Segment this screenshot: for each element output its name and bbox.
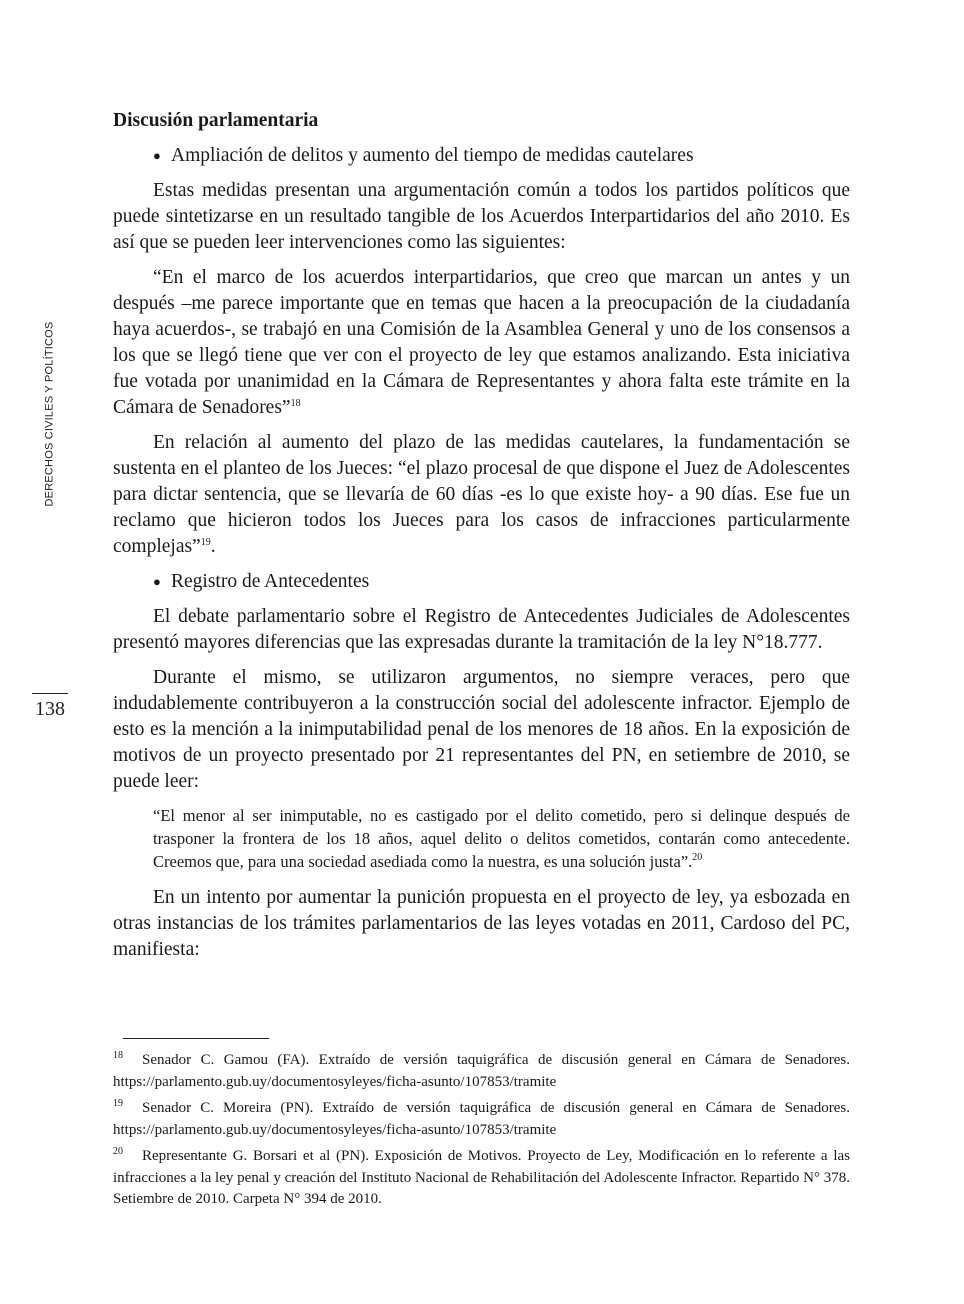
footnote-ref: 19 bbox=[200, 537, 211, 548]
section-label: DERECHOS CIVILES Y POLÍTICOS bbox=[43, 321, 56, 507]
block-quote bbox=[153, 804, 850, 873]
footnote bbox=[113, 1045, 850, 1093]
footnote-rule bbox=[123, 1038, 269, 1039]
footnote-ref: 18 bbox=[290, 398, 301, 409]
footnote-text: Senador C. Gamou (FA). Extraído de versión taquigráfica de discusión general en Cámara de Senadores. https://parlamento.gub.uy/documentosyleyes/ficha-asunto/107853/tramite bbox=[113, 1052, 850, 1090]
main-text bbox=[113, 108, 850, 972]
bullet-icon: ● bbox=[153, 148, 161, 163]
footnote-number: 20 bbox=[113, 1146, 123, 1157]
page-number: 138 bbox=[35, 698, 65, 720]
bullet-item bbox=[153, 569, 850, 595]
footnote-number: 18 bbox=[113, 1050, 123, 1061]
footnote-number: 19 bbox=[113, 1098, 123, 1109]
footnotes bbox=[113, 1045, 850, 1211]
paragraph: En un intento por aumentar la punición propuesta en el proyecto de ley, ya esbozada en otras instancias de los trámites parlamentarios de las leyes votadas en 2011, Cardoso del PC, manifiesta: bbox=[113, 887, 850, 960]
paragraph-end: . bbox=[210, 536, 216, 557]
section-heading: Discusión parlamentaria bbox=[113, 110, 319, 131]
bullet-icon: ● bbox=[153, 574, 161, 589]
footnote bbox=[113, 1093, 850, 1141]
paragraph: Durante el mismo, se utilizaron argumentos, no siempre veraces, pero que indudablemente contribuyeron a la construcción social del adolescente infractor. Ejemplo de esto es la mención a la inimputabilidad penal de los menores de 18 años. En la exposición de motivos de un proyecto presentado por 21 representantes del PN, en setiembre de 2010, se puede leer: bbox=[113, 667, 850, 792]
paragraph: Estas medidas presentan una argumentación común a todos los partidos políticos que puede sintetizarse en un resultado tangible de los Acuerdos Interpartidarios del año 2010. Es así que se pueden leer intervenciones como las siguientes: bbox=[113, 180, 850, 253]
footnote-text: Representante G. Borsari et al (PN). Exposición de Motivos. Proyecto de Ley, Modificación en lo referente a las infracciones a la ley penal y creación del Instituto Nacional de Rehabilitación del Adolescente Infractor. Repartido N° 378. Setiembre de 2010. Carpeta N° 394 de 2010. bbox=[113, 1148, 850, 1207]
quote-text: “El menor al ser inimputable, no es castigado por el delito cometido, pero si delinque después de trasponer la frontera de los 18 años, aquel delito o delitos cometidos, contarán como antecedente. Creemos que, para una sociedad asediada como la nuestra, es una solución justa”. bbox=[153, 806, 850, 871]
section-running-head bbox=[36, 318, 62, 510]
paragraph: El debate parlamentario sobre el Registro de Antecedentes Judiciales de Adolescentes presentó mayores diferencias que las expresadas durante la tramitación de la ley N°18.777. bbox=[113, 606, 850, 653]
bullet-text: Registro de Antecedentes bbox=[171, 571, 370, 592]
paragraph bbox=[113, 265, 850, 421]
bullet-text: Ampliación de delitos y aumento del tiempo de medidas cautelares bbox=[171, 145, 694, 166]
footnote-ref: 20 bbox=[692, 852, 703, 863]
footnote-text: Senador C. Moreira (PN). Extraído de versión taquigráfica de discusión general en Cámara de Senadores. https://parlamento.gub.uy/documentosyleyes/ficha-asunto/107853/tramite bbox=[113, 1100, 850, 1138]
paragraph-text: En relación al aumento del plazo de las medidas cautelares, la fundamentación se sustenta en el planteo de los Jueces: “el plazo procesal de que dispone el Juez de Adolescentes para dictar sentencia, que se llevaría de 60 días -es lo que existe hoy- a 90 días. Ese fue un reclamo que hicieron todos los Jueces para los casos de infracciones particularmente complejas” bbox=[113, 432, 850, 557]
paragraph-text: “En el marco de los acuerdos interpartidarios, que creo que marcan un antes y un después –me parece importante que en temas que hacen a la preocupación de la ciudadanía haya acuerdos-, se trabajó en una Comisión de la Asamblea General y uno de los consensos a los que se llegó tiene que ver con el proyecto de ley que estamos analizando. Esta iniciativa fue votada por unanimidad en la Cámara de Representantes y ahora falta este trámite en la Cámara de Senadores” bbox=[113, 267, 850, 418]
footnote bbox=[113, 1141, 850, 1211]
paragraph bbox=[113, 430, 850, 560]
bullet-item bbox=[153, 143, 850, 169]
page-number-rule bbox=[32, 693, 68, 694]
